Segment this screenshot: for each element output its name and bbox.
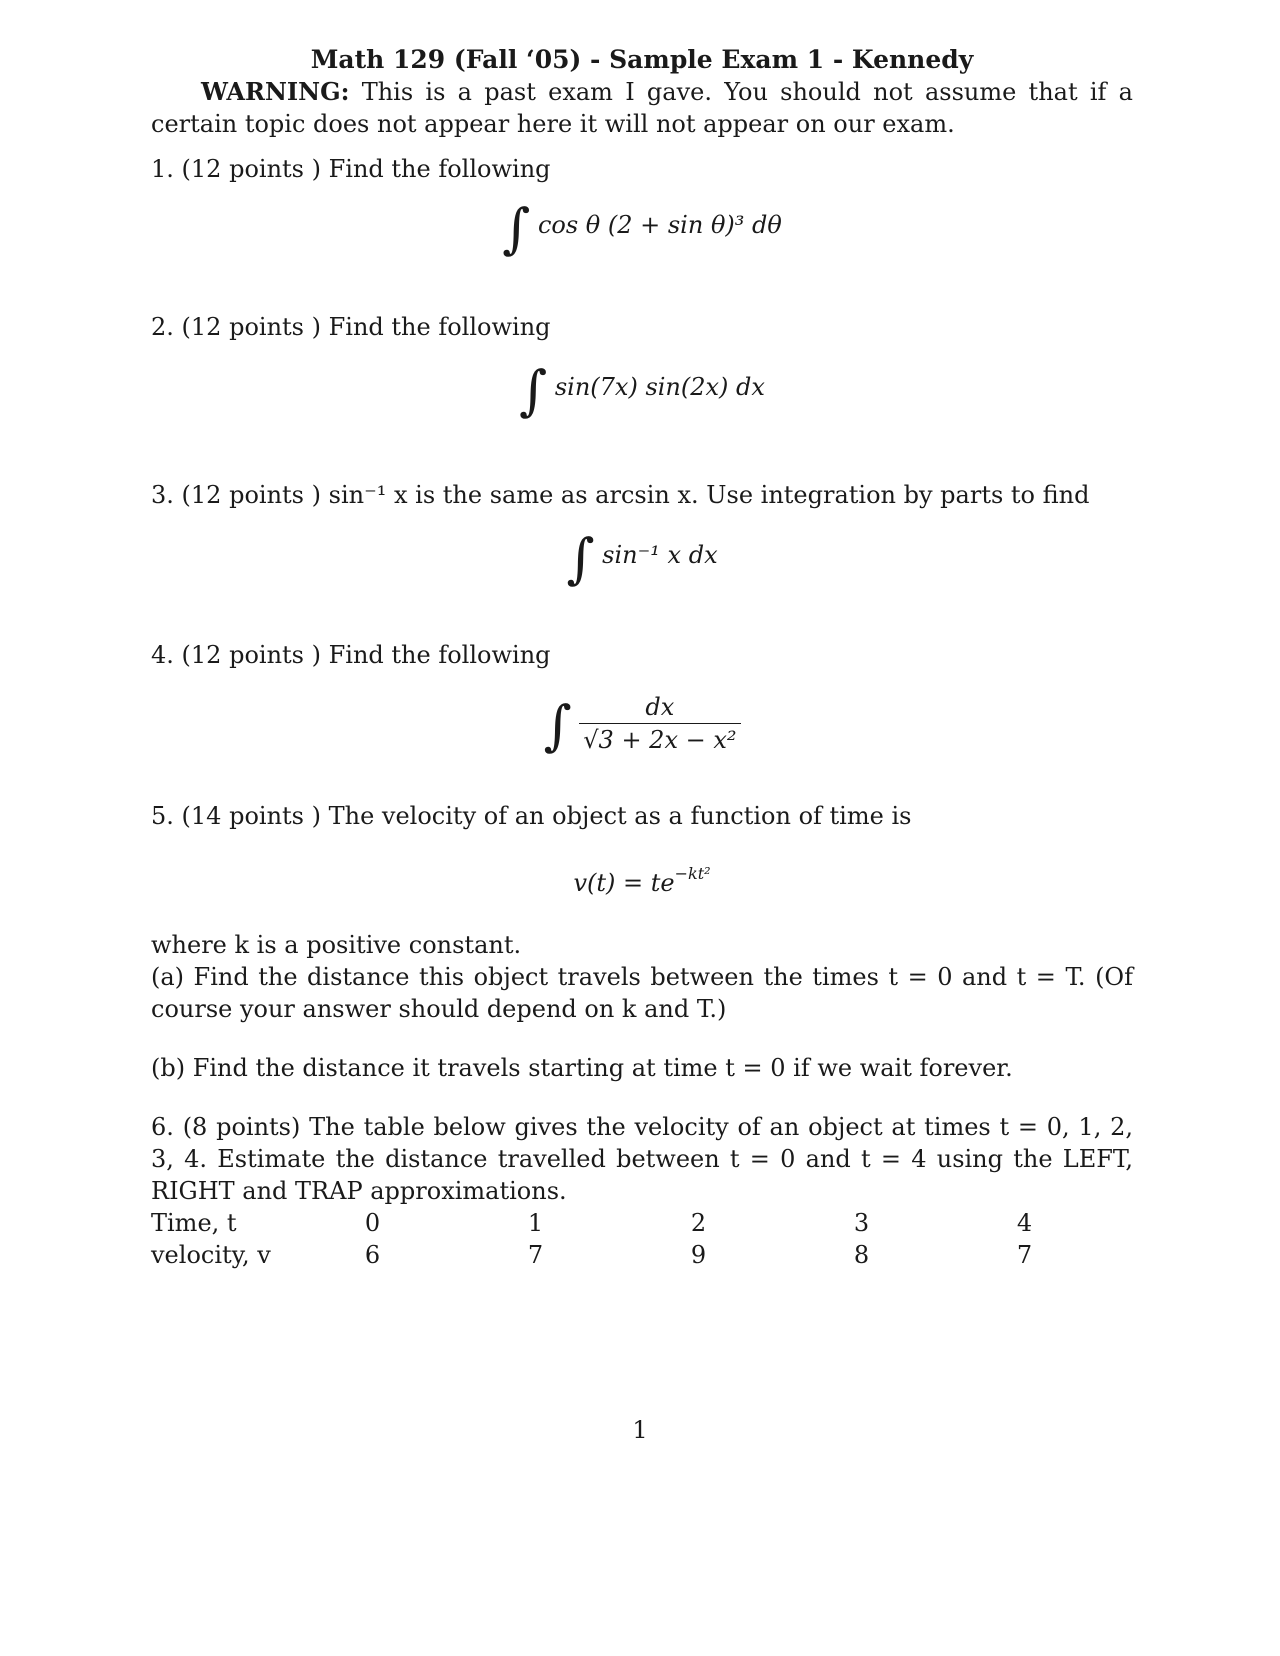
problem-2-points: (12 points ) — [181, 313, 321, 341]
velocity-table — [151, 1207, 1106, 1271]
warning-paragraph — [151, 76, 1133, 140]
table-cell: 7 — [1016, 1241, 1033, 1269]
table-cell: 4 — [1016, 1209, 1033, 1237]
problem-3 — [151, 479, 1133, 511]
problem-1-integral — [151, 197, 1133, 260]
problem-1-text: Find the following — [328, 155, 551, 183]
problem-3-integral — [151, 527, 1133, 590]
exam-page — [151, 44, 1133, 1271]
problem-4-points: (12 points ) — [181, 641, 321, 669]
problem-2-text: Find the following — [328, 313, 551, 341]
problem-4 — [151, 639, 1133, 671]
velocity-label: velocity, v — [151, 1241, 271, 1269]
table-cell: 8 — [853, 1241, 870, 1269]
warning-label: WARNING: — [201, 77, 350, 106]
problem-6-number: 6. — [151, 1113, 174, 1141]
problem-3-number: 3. — [151, 481, 174, 509]
integral-sign-icon: ∫ — [543, 694, 572, 757]
integral-sign-icon: ∫ — [519, 359, 548, 422]
integral-sign-icon: ∫ — [566, 527, 595, 590]
problem-1 — [151, 153, 1133, 185]
problem-3-integrand: sin⁻¹ x dx — [602, 541, 718, 569]
problem-4-text: Find the following — [328, 641, 551, 669]
page-number: 1 — [632, 1416, 648, 1444]
problem-5-part-a: (a) Find the distance this object travels between the times t = 0 and t = T. (Of course your answer should depend on k and T.) — [151, 963, 1133, 1023]
table-cell: 2 — [690, 1209, 707, 1237]
problem-1-points: (12 points ) — [181, 155, 321, 183]
page-title: Math 129 (Fall ‘05) - Sample Exam 1 - Kennedy — [310, 45, 974, 74]
problem-5 — [151, 800, 1133, 832]
problem-5-points: (14 points ) — [181, 802, 321, 830]
fraction-denominator: √3 + 2x − x² — [583, 726, 737, 754]
fraction-numerator: dx — [579, 691, 740, 724]
problem-3-points: (12 points ) — [181, 481, 321, 509]
table-row — [151, 1207, 1106, 1239]
velocity-exponent: −kt² — [674, 864, 711, 883]
problem-4-fraction — [579, 691, 740, 756]
problem-2-integrand: sin(7x) sin(2x) dx — [554, 373, 765, 401]
time-label: Time, t — [151, 1209, 237, 1237]
problem-6-points: (8 points) — [182, 1113, 301, 1141]
problem-2 — [151, 311, 1133, 343]
problem-4-integral — [151, 691, 1133, 756]
problem-1-number: 1. — [151, 155, 174, 183]
table-cell: 1 — [527, 1209, 544, 1237]
problem-3-text: sin⁻¹ x is the same as arcsin x. Use integration by parts to find — [328, 481, 1090, 509]
table-cell: 9 — [690, 1241, 707, 1269]
problem-5-where: where k is a positive constant. — [151, 931, 522, 959]
table-cell: 0 — [364, 1209, 381, 1237]
problem-1-integrand: cos θ (2 + sin θ)³ dθ — [537, 211, 782, 239]
integral-sign-icon: ∫ — [502, 197, 531, 260]
problem-5-part-b: (b) Find the distance it travels starting at time t = 0 if we wait forever. — [151, 1054, 1013, 1082]
warning-text: This is a past exam I gave. You should not assume that if a certain topic does not appear here it will not appear on our exam. — [151, 78, 1133, 138]
table-cell: 6 — [364, 1241, 381, 1269]
table-cell: 7 — [527, 1241, 544, 1269]
problem-6 — [151, 1111, 1133, 1207]
velocity-formula: v(t) = te — [573, 869, 675, 897]
problem-5-text: The velocity of an object as a function of time is — [328, 802, 912, 830]
problem-5-number: 5. — [151, 802, 174, 830]
table-row — [151, 1239, 1106, 1271]
problem-2-number: 2. — [151, 313, 174, 341]
table-cell: 3 — [853, 1209, 870, 1237]
problem-4-number: 4. — [151, 641, 174, 669]
problem-6-text: The table below gives the velocity of an object at times t = 0, 1, 2, 3, 4. Estimate the distance travelled between t = 0 and t = 4 using the LEFT, RIGHT and TRAP approximations. — [151, 1113, 1133, 1205]
problem-2-integral — [151, 359, 1133, 422]
problem-5-formula — [151, 858, 1133, 899]
